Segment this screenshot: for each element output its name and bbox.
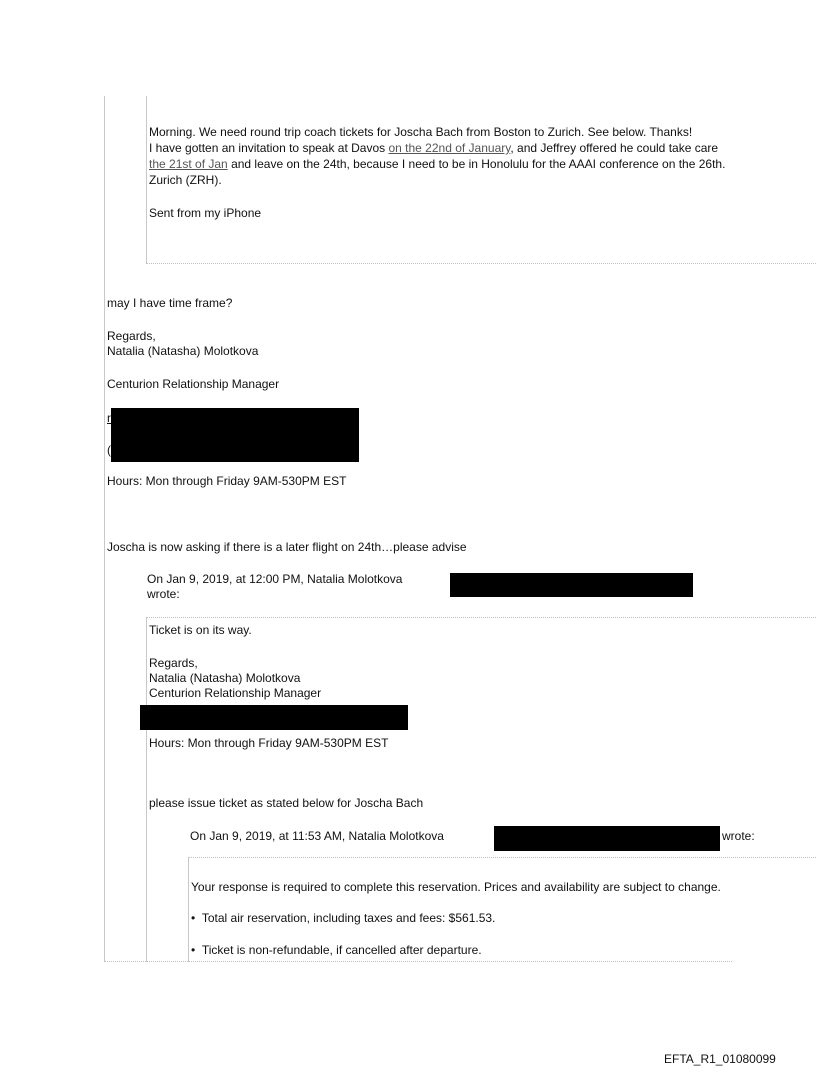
partial-paren: ( bbox=[107, 443, 111, 457]
issue-ticket-request: please issue ticket as stated below for Joscha Bach bbox=[149, 796, 424, 810]
response-required: Your response is required to complete this reservation. Prices and availability are subject to change. bbox=[191, 880, 721, 894]
page-bottom-border bbox=[104, 961, 732, 962]
top-quote-line4: Zurich (ZRH). bbox=[149, 173, 222, 187]
redaction-block-1 bbox=[111, 408, 359, 462]
signature-name-1: Natalia (Natasha) Molotkova bbox=[107, 344, 259, 358]
quote2-header-line2: wrote: bbox=[147, 587, 180, 601]
quote2-header-line1: On Jan 9, 2019, at 12:00 PM, Natalia Molotkova bbox=[147, 572, 403, 586]
sent-from-iphone: Sent from my iPhone bbox=[149, 206, 262, 220]
signature-name-2: Natalia (Natasha) Molotkova bbox=[149, 671, 301, 685]
redaction-block-email-2 bbox=[494, 826, 720, 851]
regards-1: Regards, bbox=[107, 329, 156, 343]
top-quote-line2 bbox=[149, 141, 718, 155]
later-flight-message: Joscha is now asking if there is a later flight on 24th…please advise bbox=[107, 540, 467, 554]
signature-title-1: Centurion Relationship Manager bbox=[107, 377, 280, 391]
outer-quote-border bbox=[104, 96, 105, 962]
quote3-top-border bbox=[188, 857, 816, 858]
redaction-block-email-1 bbox=[450, 573, 693, 597]
top-quote-line2-end: , and Jeffrey offered he could take care bbox=[510, 141, 719, 155]
document-id: EFTA_R1_01080099 bbox=[664, 1052, 776, 1066]
top-quote-line1: Morning. We need round trip coach tickets for Joscha Bach from Boston to Zurich. See below. Thanks! bbox=[149, 125, 693, 139]
bullet-non-refundable bbox=[191, 943, 482, 957]
bullet-total-fare bbox=[191, 911, 495, 925]
redaction-block-2 bbox=[140, 705, 408, 730]
non-refundable-text: Ticket is non-refundable, if cancelled after departure. bbox=[201, 943, 482, 957]
total-fare-text: Total air reservation, including taxes and fees: $561.53. bbox=[201, 911, 496, 925]
regards-2: Regards, bbox=[149, 656, 198, 670]
office-hours-1: Hours: Mon through Friday 9AM-530PM EST bbox=[107, 474, 347, 488]
bullet-dot: • bbox=[191, 943, 202, 957]
date-link-21st[interactable]: the 21st of Jan bbox=[149, 157, 228, 171]
bullet-dot: • bbox=[191, 911, 202, 925]
quote3-header: On Jan 9, 2019, at 11:53 AM, Natalia Molotkova bbox=[190, 829, 444, 843]
office-hours-2: Hours: Mon through Friday 9AM-530PM EST bbox=[149, 736, 389, 750]
signature-title-2: Centurion Relationship Manager bbox=[149, 686, 322, 700]
quote3-header-end: wrote: bbox=[722, 829, 755, 843]
quote2-top-border bbox=[146, 617, 816, 618]
ticket-on-way: Ticket is on its way. bbox=[149, 623, 252, 637]
quote2-border bbox=[146, 617, 147, 962]
top-quote-line3-end: and leave on the 24th, because I need to be in Honolulu for the AAAI conference on the 26th. bbox=[227, 157, 726, 171]
top-quote-bottom-border bbox=[146, 263, 816, 264]
date-link-22nd[interactable]: on the 22nd of January bbox=[388, 141, 511, 155]
quote3-border bbox=[188, 857, 189, 962]
top-quote-line2-start: I have gotten an invitation to speak at Davos bbox=[149, 141, 389, 155]
time-frame-question: may I have time frame? bbox=[107, 296, 233, 310]
top-quote-border bbox=[146, 96, 147, 263]
top-quote-line3 bbox=[149, 157, 725, 171]
partial-letter-r: r bbox=[107, 411, 111, 425]
